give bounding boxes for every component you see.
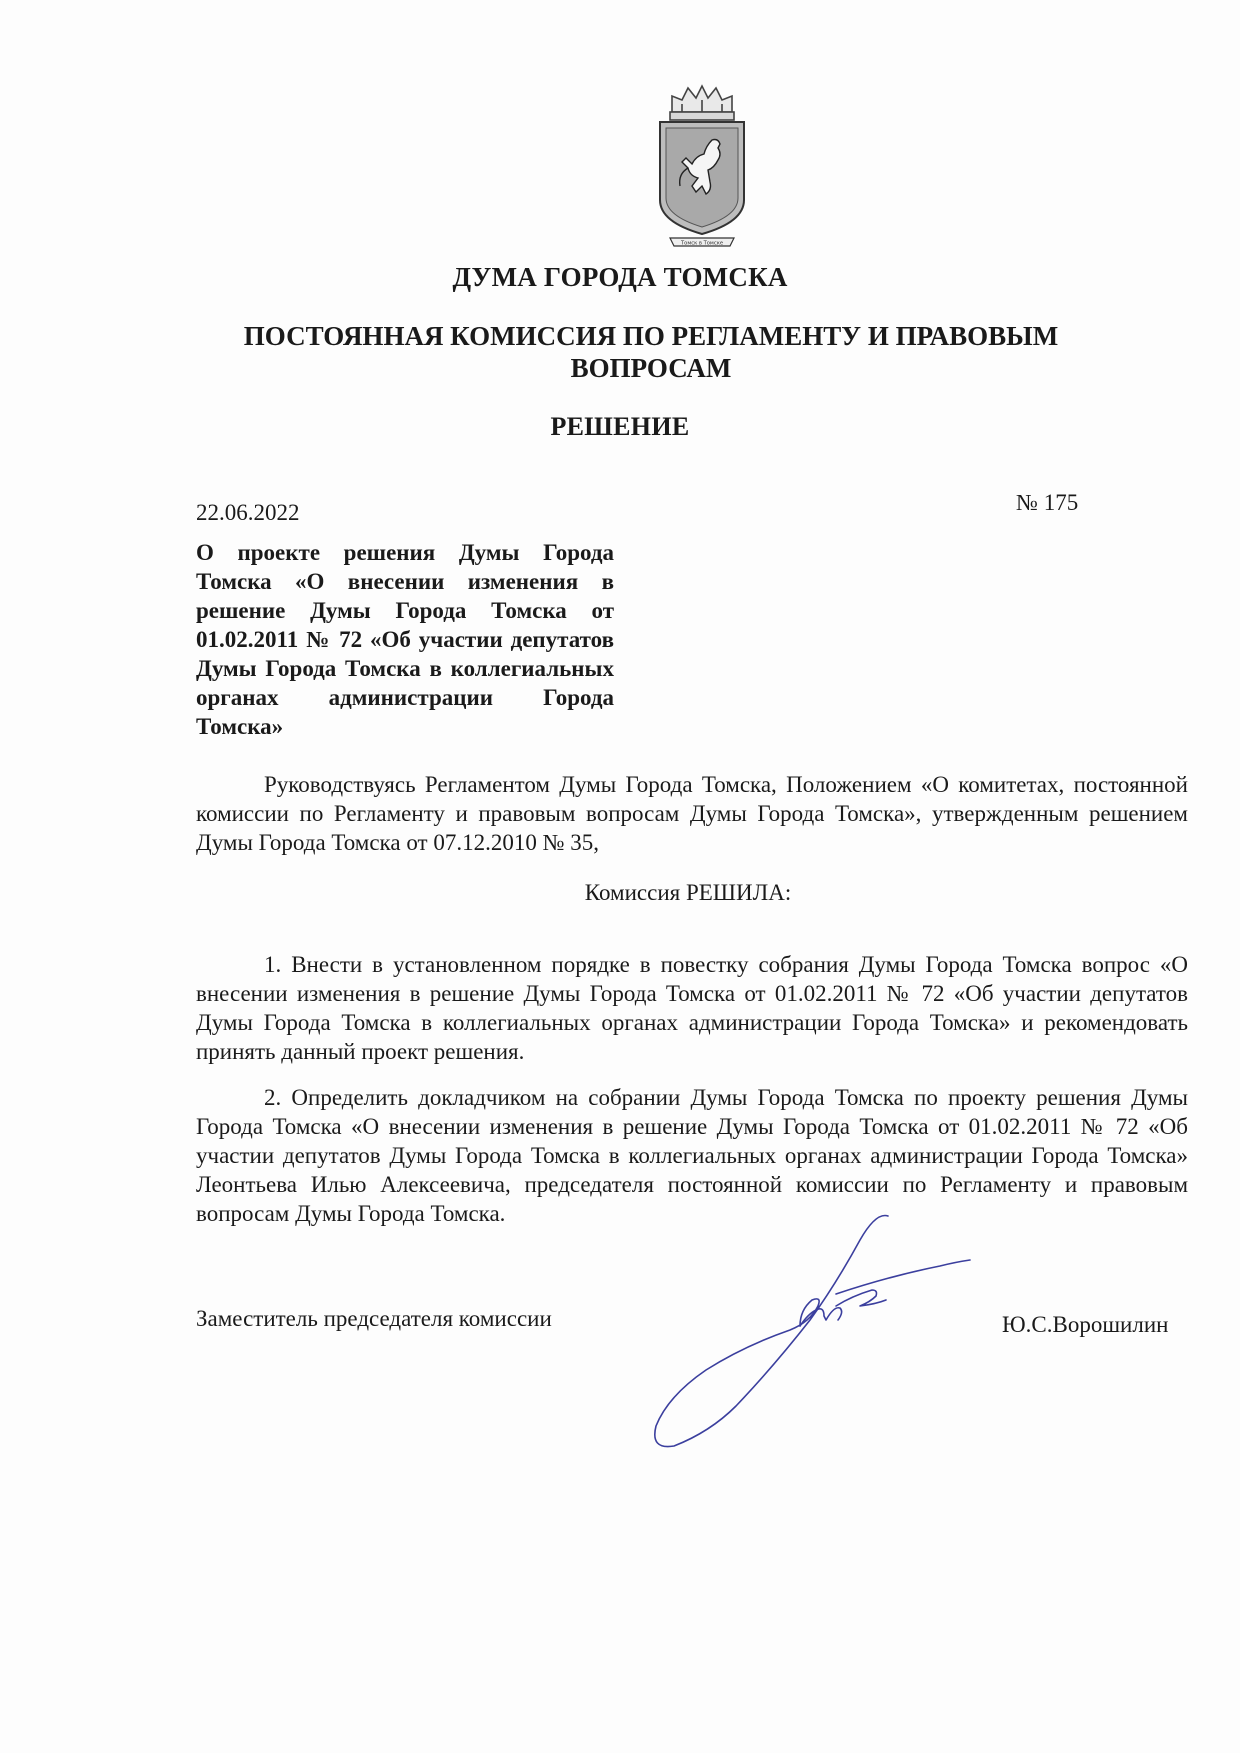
document-subject: О проекте решения Думы Города Томска «О внесении изменения в решение Думы Города Томска от 01.02.2011 № 72 «Об участии депутатов Думы Города Томска в коллегиальных органах администрации Города Томска»: [196, 540, 614, 739]
intro-paragraph: Руководствуясь Регламентом Думы Города Томска, Положением «О комитетах, постоянной комиссии по Регламенту и правовым вопросам Думы Города Томска», утвержденным решением Думы Города Томска от 07.12.2010 № 35,: [196, 772, 1188, 855]
commission-title: [101, 320, 1201, 384]
signatory-name: Ю.С.Ворошилин: [1002, 1312, 1169, 1337]
document-date: 22.06.2022: [196, 500, 300, 525]
resolved-heading: Комиссия РЕШИЛА:: [584, 880, 792, 905]
tomsk-coat-of-arms-icon: [652, 82, 752, 250]
commission-title-line-1: ПОСТОЯННАЯ КОМИССИЯ ПО РЕГЛАМЕНТУ И ПРАВОВЫМ: [243, 321, 1059, 351]
commission-title-line-2: ВОПРОСАМ: [570, 353, 732, 383]
emblem-motto: Томск в Томске: [680, 240, 724, 247]
organization-title: ДУМА ГОРОДА ТОМСКА: [452, 262, 788, 292]
resolution-item-2: 2. Определить докладчиком на собрании Думы Города Томска по проекту решения Думы Города Томска «О внесении изменения в решение Думы Города Томска от 01.02.2011 № 72 «Об участии депутатов Думы Города Томска в коллегиальных органах администрации Города Томска» Леонтьева Илью Алексеевича, председателя постоянной комиссии по Регламенту и правовым вопросам Думы Города Томска.: [196, 1085, 1188, 1226]
signatory-position: Заместитель председателя комиссии: [196, 1306, 552, 1331]
handwritten-signature-icon: [640, 1210, 980, 1450]
document-type: РЕШЕНИЕ: [550, 412, 690, 441]
resolution-item-1: 1. Внести в установленном порядке в повестку собрания Думы Города Томска вопрос «О внесении изменения в решение Думы Города Томска от 01.02.2011 № 72 «Об участии депутатов Думы Города Томска в коллегиальных органах администрации Города Томска» и рекомендовать принять данный проект решения.: [196, 952, 1188, 1064]
document-number: № 175: [1016, 490, 1079, 515]
